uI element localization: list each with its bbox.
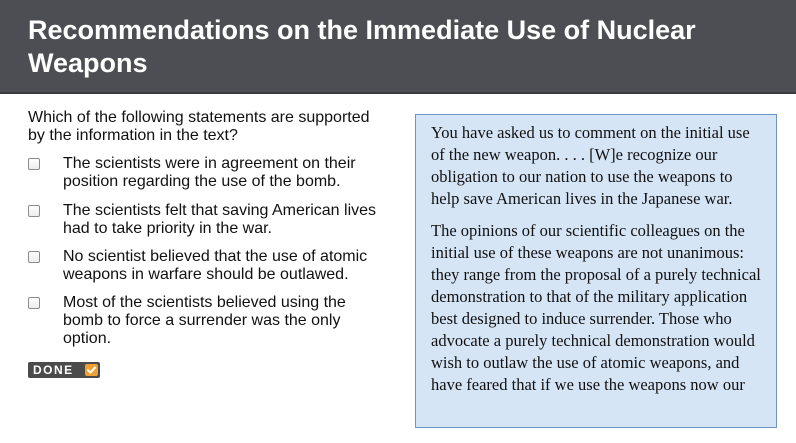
- page-header: [0, 0, 796, 94]
- option-4[interactable]: [28, 294, 388, 348]
- option-2[interactable]: [28, 202, 388, 238]
- passage-paragraph: The opinions of our scientific colleagues on the initial use of these weapons are not unanimous: they range from the proposal of a purely technical demonstration to that of the military application best designed to induce surrender. Those who advocate a purely technical demonstration would wish to outlaw the use of atomic weapons, and have feared that if we use the weapons now our: [431, 221, 761, 394]
- option-label: The scientists felt that saving American lives had to take priority in the war.: [63, 202, 377, 237]
- checkmark-icon: [85, 364, 98, 376]
- page-title: Recommendations on the Immediate Use of Nuclear Weapons: [28, 15, 696, 78]
- source-passage: [415, 114, 777, 428]
- option-label: No scientist believed that the use of atomic weapons in warfare should be outlawed.: [63, 248, 368, 283]
- checkbox[interactable]: [28, 158, 40, 170]
- question-prompt: Which of the following statements are supported by the information in the text?: [28, 109, 370, 144]
- option-1[interactable]: [28, 155, 388, 191]
- option-label: Most of the scientists believed using the bomb to force a surrender was the only option.: [63, 294, 346, 347]
- done-label: DONE: [33, 363, 74, 377]
- passage-paragraph: You have asked us to comment on the initial use of the new weapon. . . . [W]e recognize our obligation to our nation to use the weapons to help save American lives in the Japanese war.: [431, 123, 750, 208]
- done-button[interactable]: [28, 362, 100, 378]
- checkbox[interactable]: [28, 297, 40, 309]
- option-label: The scientists were in agreement on their position regarding the use of the bomb.: [63, 155, 356, 190]
- checkbox[interactable]: [28, 205, 40, 217]
- checkbox[interactable]: [28, 251, 40, 263]
- option-3[interactable]: [28, 248, 388, 284]
